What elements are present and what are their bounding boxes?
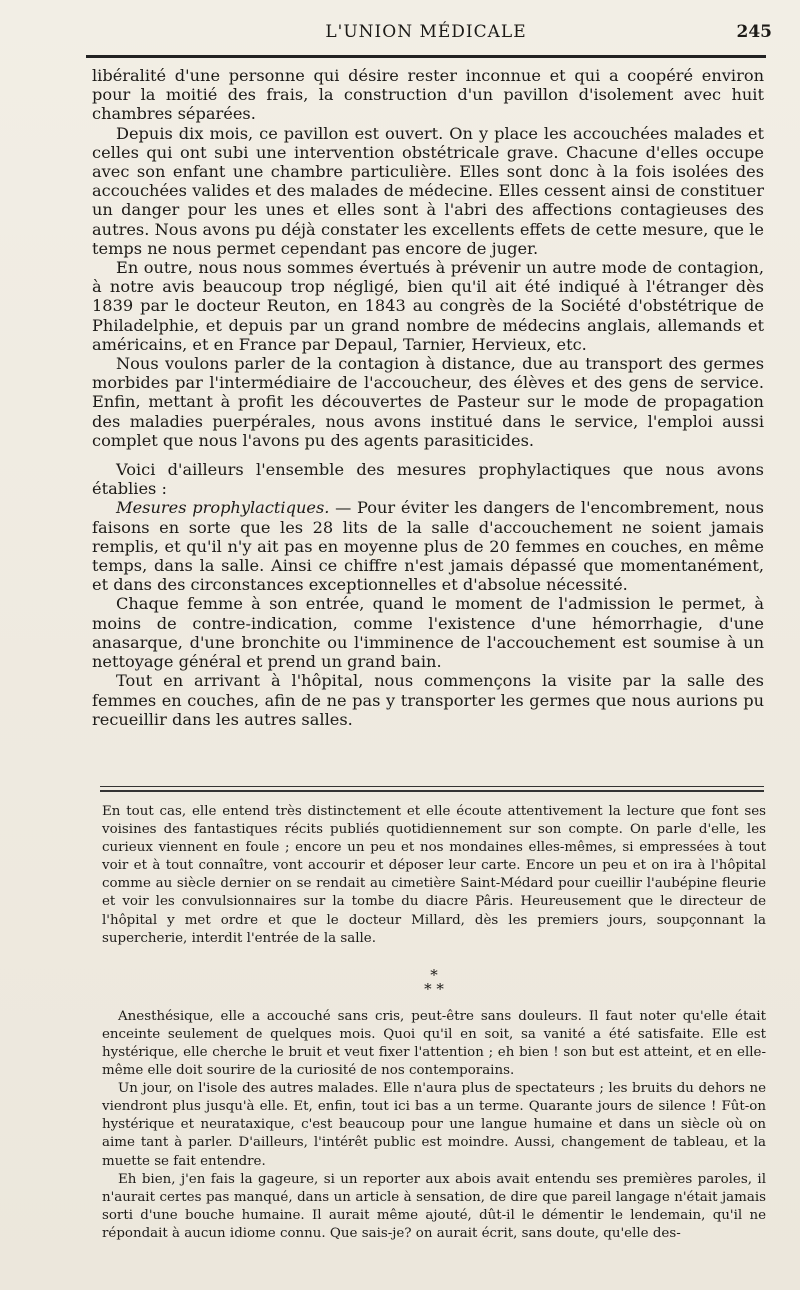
asterism-bottom: * * xyxy=(424,979,444,998)
feuilleton-paragraph-3: Un jour, on l'isole des autres malades. Elle n'aura plus de spectateurs ; les bruits du dehors ne viendront plus jusqu'à elle. Et, enfin, tout ici bas a un terme. Quarante jours de silence ! Fût-on hystérique et neurataxique, c'est beaucoup pour une langue humaine et dans un siècle où on aime tant à parler. D'ailleurs, l'intérêt public est moindre. Aussi, changement de tableau, et la muette se fait entendre. xyxy=(102,1081,766,1169)
paragraph-8: Tout en arrivant à l'hôpital, nous commençons la visite par la salle des femmes en couches, afin de ne pas y transporter les germes que nous aurions pu recueillir dans les autres salles. xyxy=(92,671,764,729)
article-body xyxy=(92,66,764,729)
journal-title: L'UNION MÉDICALE xyxy=(325,22,527,42)
feuilleton-paragraph-2: Anesthésique, elle a accouché sans cris, peut-être sans douleurs. Il faut noter qu'elle était enceinte seulement de quelques mois. Quoi qu'il en soit, sa vanité a été satisfaite. Elle est hystérique, elle cherche le bruit et veut fixer l'attention ; eh bien ! son but est atteint, et en elle-même elle doit sourire de la curiosité de nos contemporains. xyxy=(102,1008,766,1079)
paragraph-3: En outre, nous nous sommes évertués à prévenir un autre mode de contagion, à notre avis beaucoup trop négligé, bien qu'il ait été indiqué à l'étranger dès 1839 par le docteur Reuton, en 1843 au congrès de la Société d'obstétrique de Philadelphie, et depuis par un grand nombre de médecins anglais, allemands et américains, et en France par Depaul, Tarnier, Hervieux, etc. xyxy=(92,258,764,354)
paragraph-4: Nous voulons parler de la contagion à distance, due au transport des germes morbides par l'intermédiaire de l'accoucheur, des élèves et des gens de service. Enfin, mettant à profit les découvertes de Pasteur sur le mode de propagation des maladies puerpérales, nous avons institué dans le service, l'emploi aussi complet que nous l'avons pu des agents parasiticides. xyxy=(92,354,764,450)
running-header xyxy=(80,22,772,46)
asterism-top: * xyxy=(430,965,438,984)
asterism xyxy=(102,965,766,998)
paragraph-6-body: — Pour éviter les dangers de l'encombrement, nous faisons en sorte que les 28 lits de la salle d'accouchement ne soient jamais remplis, et qu'il n'y ait pas en moyenne plus de 20 femmes en couches, en même temps, dans la salle. Ainsi ce chiffre n'est jamais dépassé que momentanément, et dans des circonstances exceptionnelles et d'absolue nécessité. xyxy=(92,498,764,595)
paragraph-5: Voici d'ailleurs l'ensemble des mesures prophylactiques que nous avons établies : xyxy=(92,460,764,499)
feuilleton xyxy=(102,803,766,1243)
feuilleton-divider xyxy=(100,786,764,792)
feuilleton-paragraph-1: En tout cas, elle entend très distinctement et elle écoute attentivement la lecture que font ses voisines des fantastiques récits publiés quotidiennement sur son compte. On parle d'elle, les curieux viennent en foule ; encore un peu et nos mondaines elles-mêmes, si empressées à tout voir et à tout connaître, vont accourir et déposer leur carte. Encore un peu et on ira à l'hôpital comme au siècle dernier on se rendait au cimetière Saint-Médard pour cueillir l'aubépine fleurie et voir les convulsionnaires sur la tombe du diacre Pâris. Heureusement que le directeur de l'hôpital y met ordre et que le docteur Millard, dès les premiers jours, soupçonnant la supercherie, interdit l'entrée de la salle. xyxy=(102,804,766,946)
header-rule xyxy=(86,55,766,58)
paragraph-1: libéralité d'une personne qui désire rester inconnue et qui a coopéré environ pour la moitié des frais, la construction d'un pavillon d'isolement avec huit chambres séparées. xyxy=(92,66,764,124)
paragraph-2: Depuis dix mois, ce pavillon est ouvert. On y place les accouchées malades et celles qui ont subi une intervention obstétricale grave. Chacune d'elles occupe avec son enfant une chambre particulière. Elles sont donc à la fois isolées des accouchées valides et des malades de médecine. Elles cessent ainsi de constituer un danger pour les unes et elles sont à l'abri des affections contagieuses des autres. Nous avons pu déjà constater les excellents effets de cette mesure, que le temps ne nous permet cependant pas encore de juger. xyxy=(92,123,764,258)
feuilleton-paragraph-4: Eh bien, j'en fais la gageure, si un reporter aux abois avait entendu ses premières paroles, il n'aurait certes pas manqué, dans un article à sensation, de dire que pareil langage n'était jamais sorti d'une bouche humaine. Il aurait même ajouté, dût-il le démentir le lendemain, qu'il ne répondait à aucun idiome connu. Que sais-je? on aurait écrit, sans doute, qu'elle des- xyxy=(102,1171,766,1241)
paragraph-6 xyxy=(92,498,764,594)
paragraph-7: Chaque femme à son entrée, quand le moment de l'admission le permet, à moins de contre-indication, comme l'existence d'une hémorrhagie, d'une anasarque, d'une bronchite ou l'imminence de l'accouchement est soumise à un nettoyage général et prend un grand bain. xyxy=(92,594,764,672)
section-title-mesures: Mesures prophylactiques. xyxy=(116,498,330,518)
page-number: 245 xyxy=(736,22,772,42)
